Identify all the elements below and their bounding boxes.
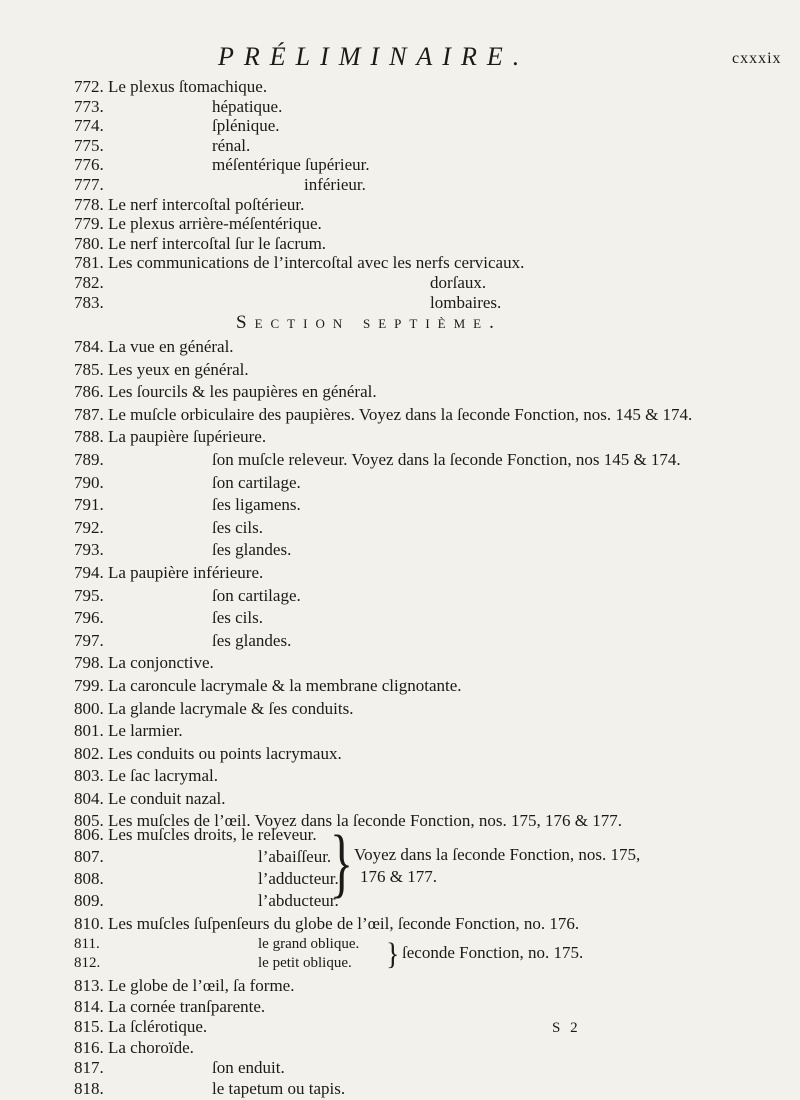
entry-row xyxy=(0,96,800,116)
entry-text: rénal. xyxy=(212,135,251,155)
entry-number: 776. xyxy=(74,155,104,175)
entry-number: 813. xyxy=(74,976,104,995)
entry-number: 807. xyxy=(74,847,104,866)
entry-number: 810. xyxy=(74,914,104,933)
entry-row xyxy=(0,154,800,174)
muscle-group-reference-2: 176 & 177. xyxy=(360,867,437,886)
entry-text: Les conduits ou points lacrymaux. xyxy=(108,743,342,763)
entry-number: 778. xyxy=(74,194,104,214)
entry-row xyxy=(0,996,800,1017)
entry-number: 815. xyxy=(74,1017,104,1036)
entry-number: 788. xyxy=(74,427,104,447)
entry-text: Le globe de l’œil, ſa forme. xyxy=(108,976,295,995)
entry-text: La cornée tranſparente. xyxy=(108,996,266,1016)
entry-number: 783. xyxy=(74,292,104,312)
entry-text: l’adducteur. xyxy=(258,869,339,888)
entry-text: dorſaux. xyxy=(430,272,487,292)
entry-row xyxy=(0,1016,800,1037)
entry-number: 791. xyxy=(74,495,104,515)
entry-text: Le larmier. xyxy=(108,721,183,741)
page-header xyxy=(0,42,800,72)
brace-muscles: } xyxy=(330,820,354,906)
entry-number: 806. xyxy=(74,825,104,844)
entry-text: Les muſcles droits, le releveur. xyxy=(108,825,317,844)
entry-number: 814. xyxy=(74,996,104,1016)
entry-text: ſon enduit. xyxy=(212,1058,285,1077)
entry-row xyxy=(0,539,800,562)
signature-mark: S 2 xyxy=(552,1020,581,1036)
muscle-group-reference-1: Voyez dans la ſeconde Fonction, nos. 175, xyxy=(354,845,641,864)
entry-number: 777. xyxy=(74,174,104,194)
entry-number: 804. xyxy=(74,788,104,808)
entry-row xyxy=(0,585,800,608)
entry-text: Les muſcles de l’œil. Voyez dans la ſeconde Fonction, nos. 175, 176 & 177. xyxy=(108,811,623,831)
entry-number: 773. xyxy=(74,96,104,116)
entry-number: 794. xyxy=(74,562,104,582)
entry-number: 801. xyxy=(74,721,104,741)
entry-number: 802. xyxy=(74,743,104,763)
entry-text: le petit oblique. xyxy=(258,955,352,971)
entry-row xyxy=(0,1078,800,1099)
entry-row xyxy=(0,213,800,233)
entry-text: ſes glandes. xyxy=(212,540,292,560)
entry-text: La glande lacrymale & ſes conduits. xyxy=(108,698,354,718)
entry-number: 785. xyxy=(74,359,104,379)
entry-text: Les muſcles ſuſpenſeurs du globe de l’œil, ſeconde Fonction, no. 176. xyxy=(108,914,580,933)
entry-text: Le nerf intercoſtal poſtérieur. xyxy=(108,194,305,214)
entry-row xyxy=(0,494,800,517)
entry-row xyxy=(0,76,800,96)
entry-text: Le plexus ſtomachique. xyxy=(108,77,268,96)
entry-number: 775. xyxy=(74,135,104,155)
entry-row xyxy=(0,720,800,743)
entry-text: ſes cils. xyxy=(212,517,263,537)
entry-row xyxy=(0,292,800,312)
entry-row xyxy=(0,824,800,846)
entry-number: 781. xyxy=(74,253,104,273)
entry-text: Le conduit nazal. xyxy=(108,788,226,808)
entry-number: 774. xyxy=(74,116,104,136)
section-title: Section septième. xyxy=(236,312,502,333)
entry-row xyxy=(0,233,800,253)
entry-row xyxy=(0,788,800,811)
entry-text: inférieur. xyxy=(304,174,366,194)
entry-row xyxy=(0,952,800,971)
oblique-group xyxy=(0,933,800,971)
entry-text: La caroncule lacrymale & la membrane clignotante. xyxy=(108,675,462,695)
entry-number: 818. xyxy=(74,1078,104,1098)
entry-row xyxy=(0,562,800,585)
entry-row xyxy=(0,194,800,214)
entry-row xyxy=(0,135,800,155)
entry-row xyxy=(0,426,800,449)
entry-text: La paupière inférieure. xyxy=(108,562,264,582)
entry-list-end xyxy=(0,975,800,1098)
entry-text: La choroïde. xyxy=(108,1037,194,1057)
entry-number: 809. xyxy=(74,891,104,910)
entry-row xyxy=(0,472,800,495)
running-title: PRÉLIMINAIRE. xyxy=(218,42,530,71)
entry-row xyxy=(0,404,800,427)
entry-text: ſon cartilage. xyxy=(212,585,301,605)
entry-row xyxy=(0,449,800,472)
entry-row xyxy=(0,652,800,675)
oblique-group-reference: ſeconde Fonction, no. 175. xyxy=(402,943,584,962)
entry-text: La ſclérotique. xyxy=(108,1017,208,1036)
entry-row xyxy=(0,933,800,952)
entry-number: 782. xyxy=(74,272,104,292)
entry-row xyxy=(0,1057,800,1078)
entry-text: ſes cils. xyxy=(212,608,263,628)
entry-number: 799. xyxy=(74,675,104,695)
entry-number: 779. xyxy=(74,214,104,234)
entry-number: 780. xyxy=(74,233,104,253)
entry-text: hépatique. xyxy=(212,96,283,116)
entry-row xyxy=(0,890,800,912)
entry-text: ſes glandes. xyxy=(212,630,292,650)
entry-text: l’abaiſſeur. xyxy=(258,847,332,866)
entry-row xyxy=(0,517,800,540)
entry-text: Les communications de l’intercoſtal avec les nerfs cervicaux. xyxy=(108,253,525,273)
entry-row xyxy=(0,765,800,788)
entry-number: 784. xyxy=(74,337,104,356)
entry-text: méſentérique ſupérieur. xyxy=(212,155,370,175)
entry-row xyxy=(0,252,800,272)
entry-row xyxy=(0,630,800,653)
entry-row xyxy=(0,272,800,292)
entry-text: Les ſourcils & les paupières en général. xyxy=(108,382,377,402)
entry-text: Le nerf intercoſtal ſur le ſacrum. xyxy=(108,233,327,253)
entry-810 xyxy=(0,913,800,935)
entry-text: Le plexus arrière-méſentérique. xyxy=(108,214,322,234)
entry-number: 789. xyxy=(74,449,104,469)
entry-number: 811. xyxy=(74,936,100,952)
entry-text: La vue en général. xyxy=(108,337,234,356)
entry-text: lombaires. xyxy=(430,292,502,312)
entry-number: 792. xyxy=(74,517,104,537)
entry-number: 800. xyxy=(74,698,104,718)
entry-text: le tapetum ou tapis. xyxy=(212,1078,346,1098)
entry-row xyxy=(0,115,800,135)
entry-text: Les yeux en général. xyxy=(108,359,249,379)
entry-number: 795. xyxy=(74,585,104,605)
entry-number: 793. xyxy=(74,540,104,560)
entry-text: le grand oblique. xyxy=(258,936,360,952)
entry-number: 798. xyxy=(74,653,104,673)
entry-text: Le ſac lacrymal. xyxy=(108,766,218,786)
entry-text: La conjonctive. xyxy=(108,653,214,673)
entry-row xyxy=(0,975,800,996)
entry-row xyxy=(0,743,800,766)
entry-text: Le muſcle orbiculaire des paupières. Voyez dans la ſeconde Fonction, nos. 145 & 174. xyxy=(108,404,693,424)
entry-row xyxy=(0,359,800,382)
page-number: cxxxix xyxy=(732,50,782,67)
entry-number: 812. xyxy=(74,955,101,971)
entry-text: ſon cartilage. xyxy=(212,472,301,492)
entry-number: 817. xyxy=(74,1058,104,1077)
entry-row xyxy=(0,1037,800,1058)
entry-number: 796. xyxy=(74,608,104,628)
entry-number: 772. xyxy=(74,77,104,96)
entry-number: 803. xyxy=(74,766,104,786)
entry-number: 786. xyxy=(74,382,104,402)
entry-row xyxy=(0,174,800,194)
entry-text: l’abducteur. xyxy=(258,891,339,910)
entry-number: 808. xyxy=(74,869,104,888)
brace-obliques: } xyxy=(386,937,400,972)
entry-text: ſon muſcle releveur. Voyez dans la ſeconde Fonction, nos 145 & 174. xyxy=(212,449,681,469)
entry-row xyxy=(0,336,800,359)
entry-number: 797. xyxy=(74,630,104,650)
entry-number: 805. xyxy=(74,811,104,831)
entry-row xyxy=(0,698,800,721)
entry-text: ſplénique. xyxy=(212,116,280,136)
entry-number: 790. xyxy=(74,472,104,492)
entry-list-top xyxy=(0,76,800,311)
entry-row xyxy=(0,381,800,404)
entry-number: 816. xyxy=(74,1037,104,1057)
entry-list-main xyxy=(0,336,800,833)
entry-text: ſes ligamens. xyxy=(212,495,301,515)
entry-row xyxy=(0,607,800,630)
entry-row xyxy=(0,675,800,698)
entry-text: La paupière ſupérieure. xyxy=(108,427,267,447)
entry-number: 787. xyxy=(74,404,104,424)
